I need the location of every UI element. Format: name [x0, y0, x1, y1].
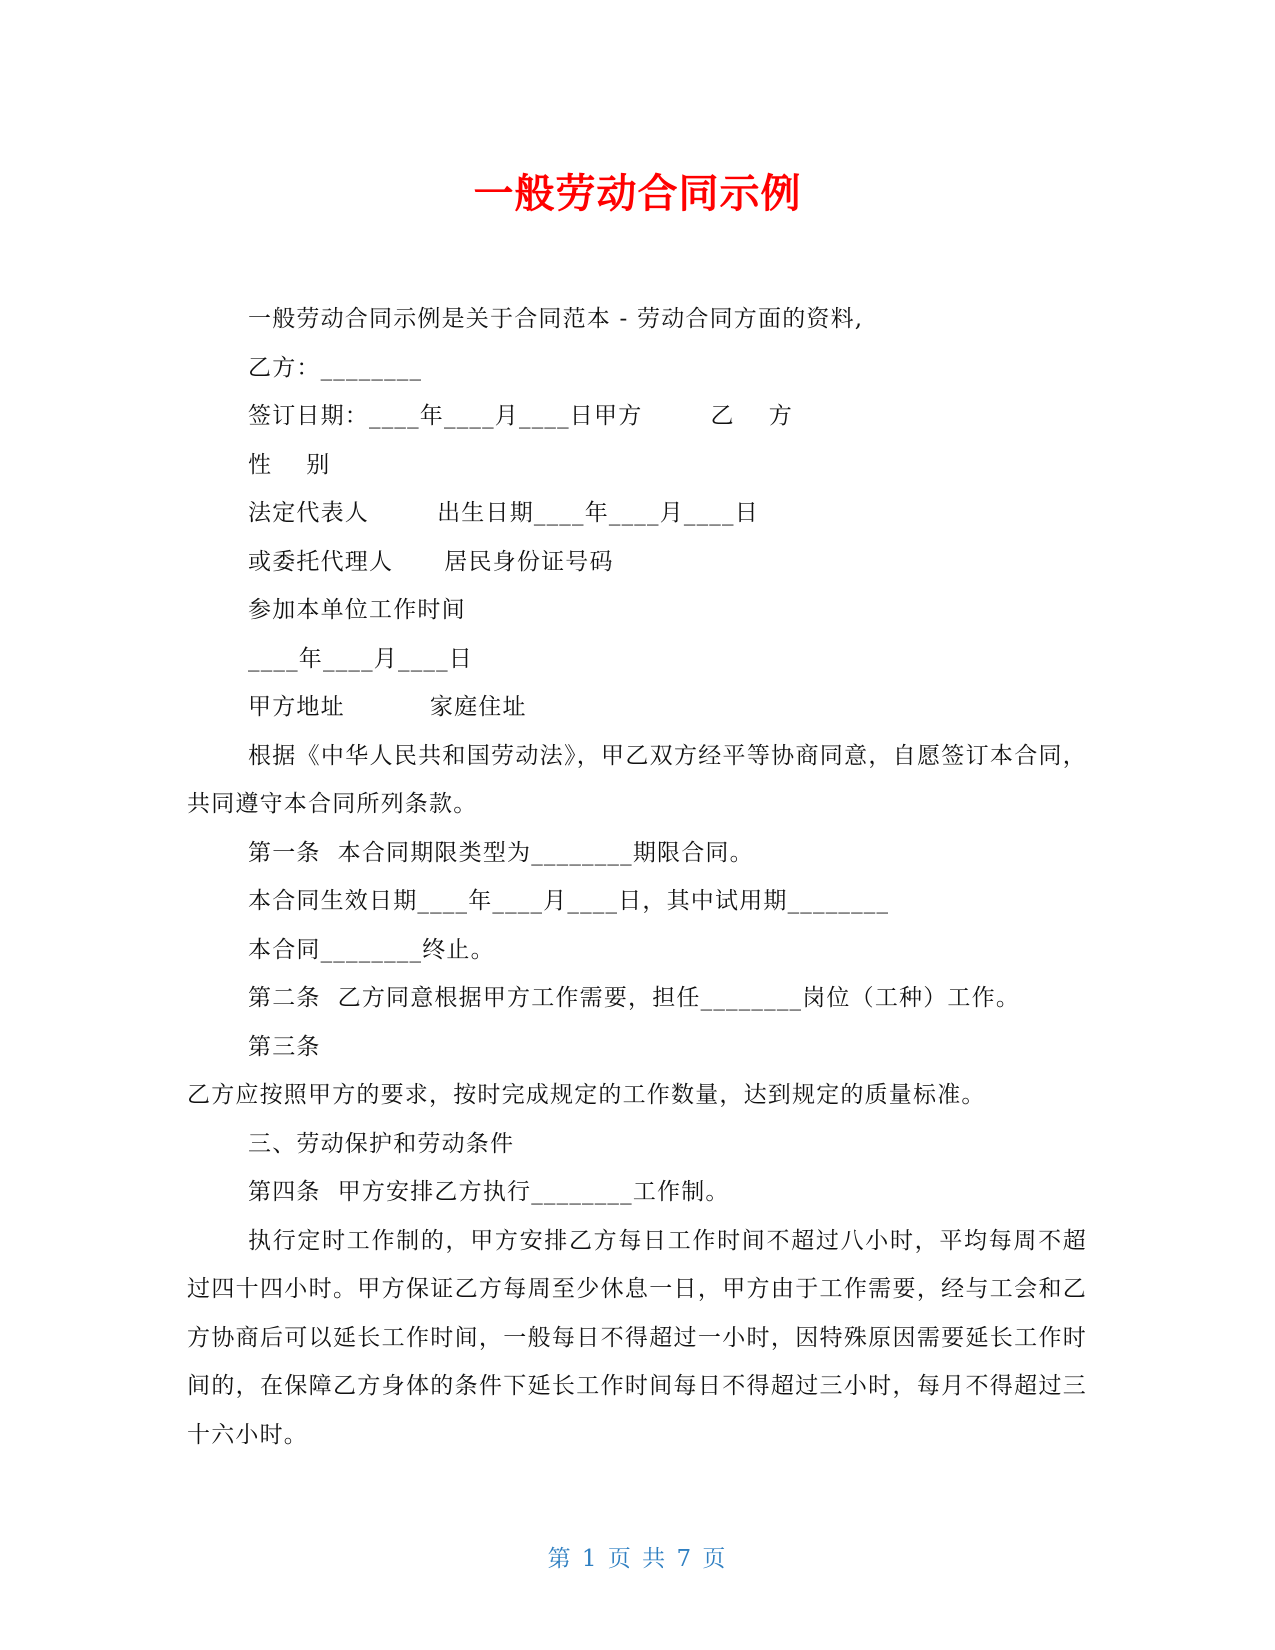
join-time-line: 参加本单位工作时间	[248, 597, 466, 623]
effective-date-line: 本合同生效日期____年____月____日，其中试用期________	[248, 888, 890, 914]
legal-rep-line: 法定代表人 出生日期____年____月____日	[248, 500, 759, 526]
article-4-line: 第四条 甲方安排乙方执行________工作制。	[248, 1179, 730, 1205]
party-b-line: 乙方：________	[248, 354, 423, 381]
document-body	[187, 295, 1087, 1459]
article-3-heading: 第三条	[248, 1033, 321, 1060]
document-title: 一般劳动合同示例	[473, 171, 802, 217]
gender-line: 性 别	[248, 451, 331, 478]
termination-line: 本合同________终止。	[248, 936, 495, 963]
sign-date-line: 签订日期：____年____月____日甲方 乙 方	[248, 403, 793, 429]
section-3-heading: 三、劳动保护和劳动条件	[248, 1130, 515, 1157]
working-hours-paragraph: 执行定时工作制的，甲方安排乙方每日工作时间不超过八小时，平均每周不超过四十四小时。甲方保证乙方每周至少休息一日，甲方由于工作需要，经与工会和乙方协商后可以延长工作时间，一般每日不得超过一小时，因特殊原因需要延长工作时间的，在保障乙方身体的条件下延长工作时间每日不得超过三小时，每月不得超过三十六小时。	[187, 1227, 1087, 1448]
agent-line: 或委托代理人 居民身份证号码	[248, 548, 614, 575]
page-footer: 第 1 页 共 7 页	[547, 1546, 728, 1572]
intro-line: 一般劳动合同示例是关于合同范本 - 劳动合同方面的资料,	[248, 306, 864, 332]
article-1-line: 第一条 本合同期限类型为________期限合同。	[248, 839, 754, 866]
article-2-line: 第二条 乙方同意根据甲方工作需要，担任________岗位（工种）工作。	[248, 985, 1021, 1011]
join-date-line: ____年____月____日	[248, 645, 473, 672]
article-3-text: 乙方应按照甲方的要求，按时完成规定的工作数量，达到规定的质量标准。	[187, 1082, 986, 1108]
address-line: 甲方地址 家庭住址	[248, 694, 527, 720]
basis-paragraph: 根据《中华人民共和国劳动法》，甲乙双方经平等协商同意，自愿签订本合同，共同遵守本合同所列条款。	[187, 742, 1087, 817]
